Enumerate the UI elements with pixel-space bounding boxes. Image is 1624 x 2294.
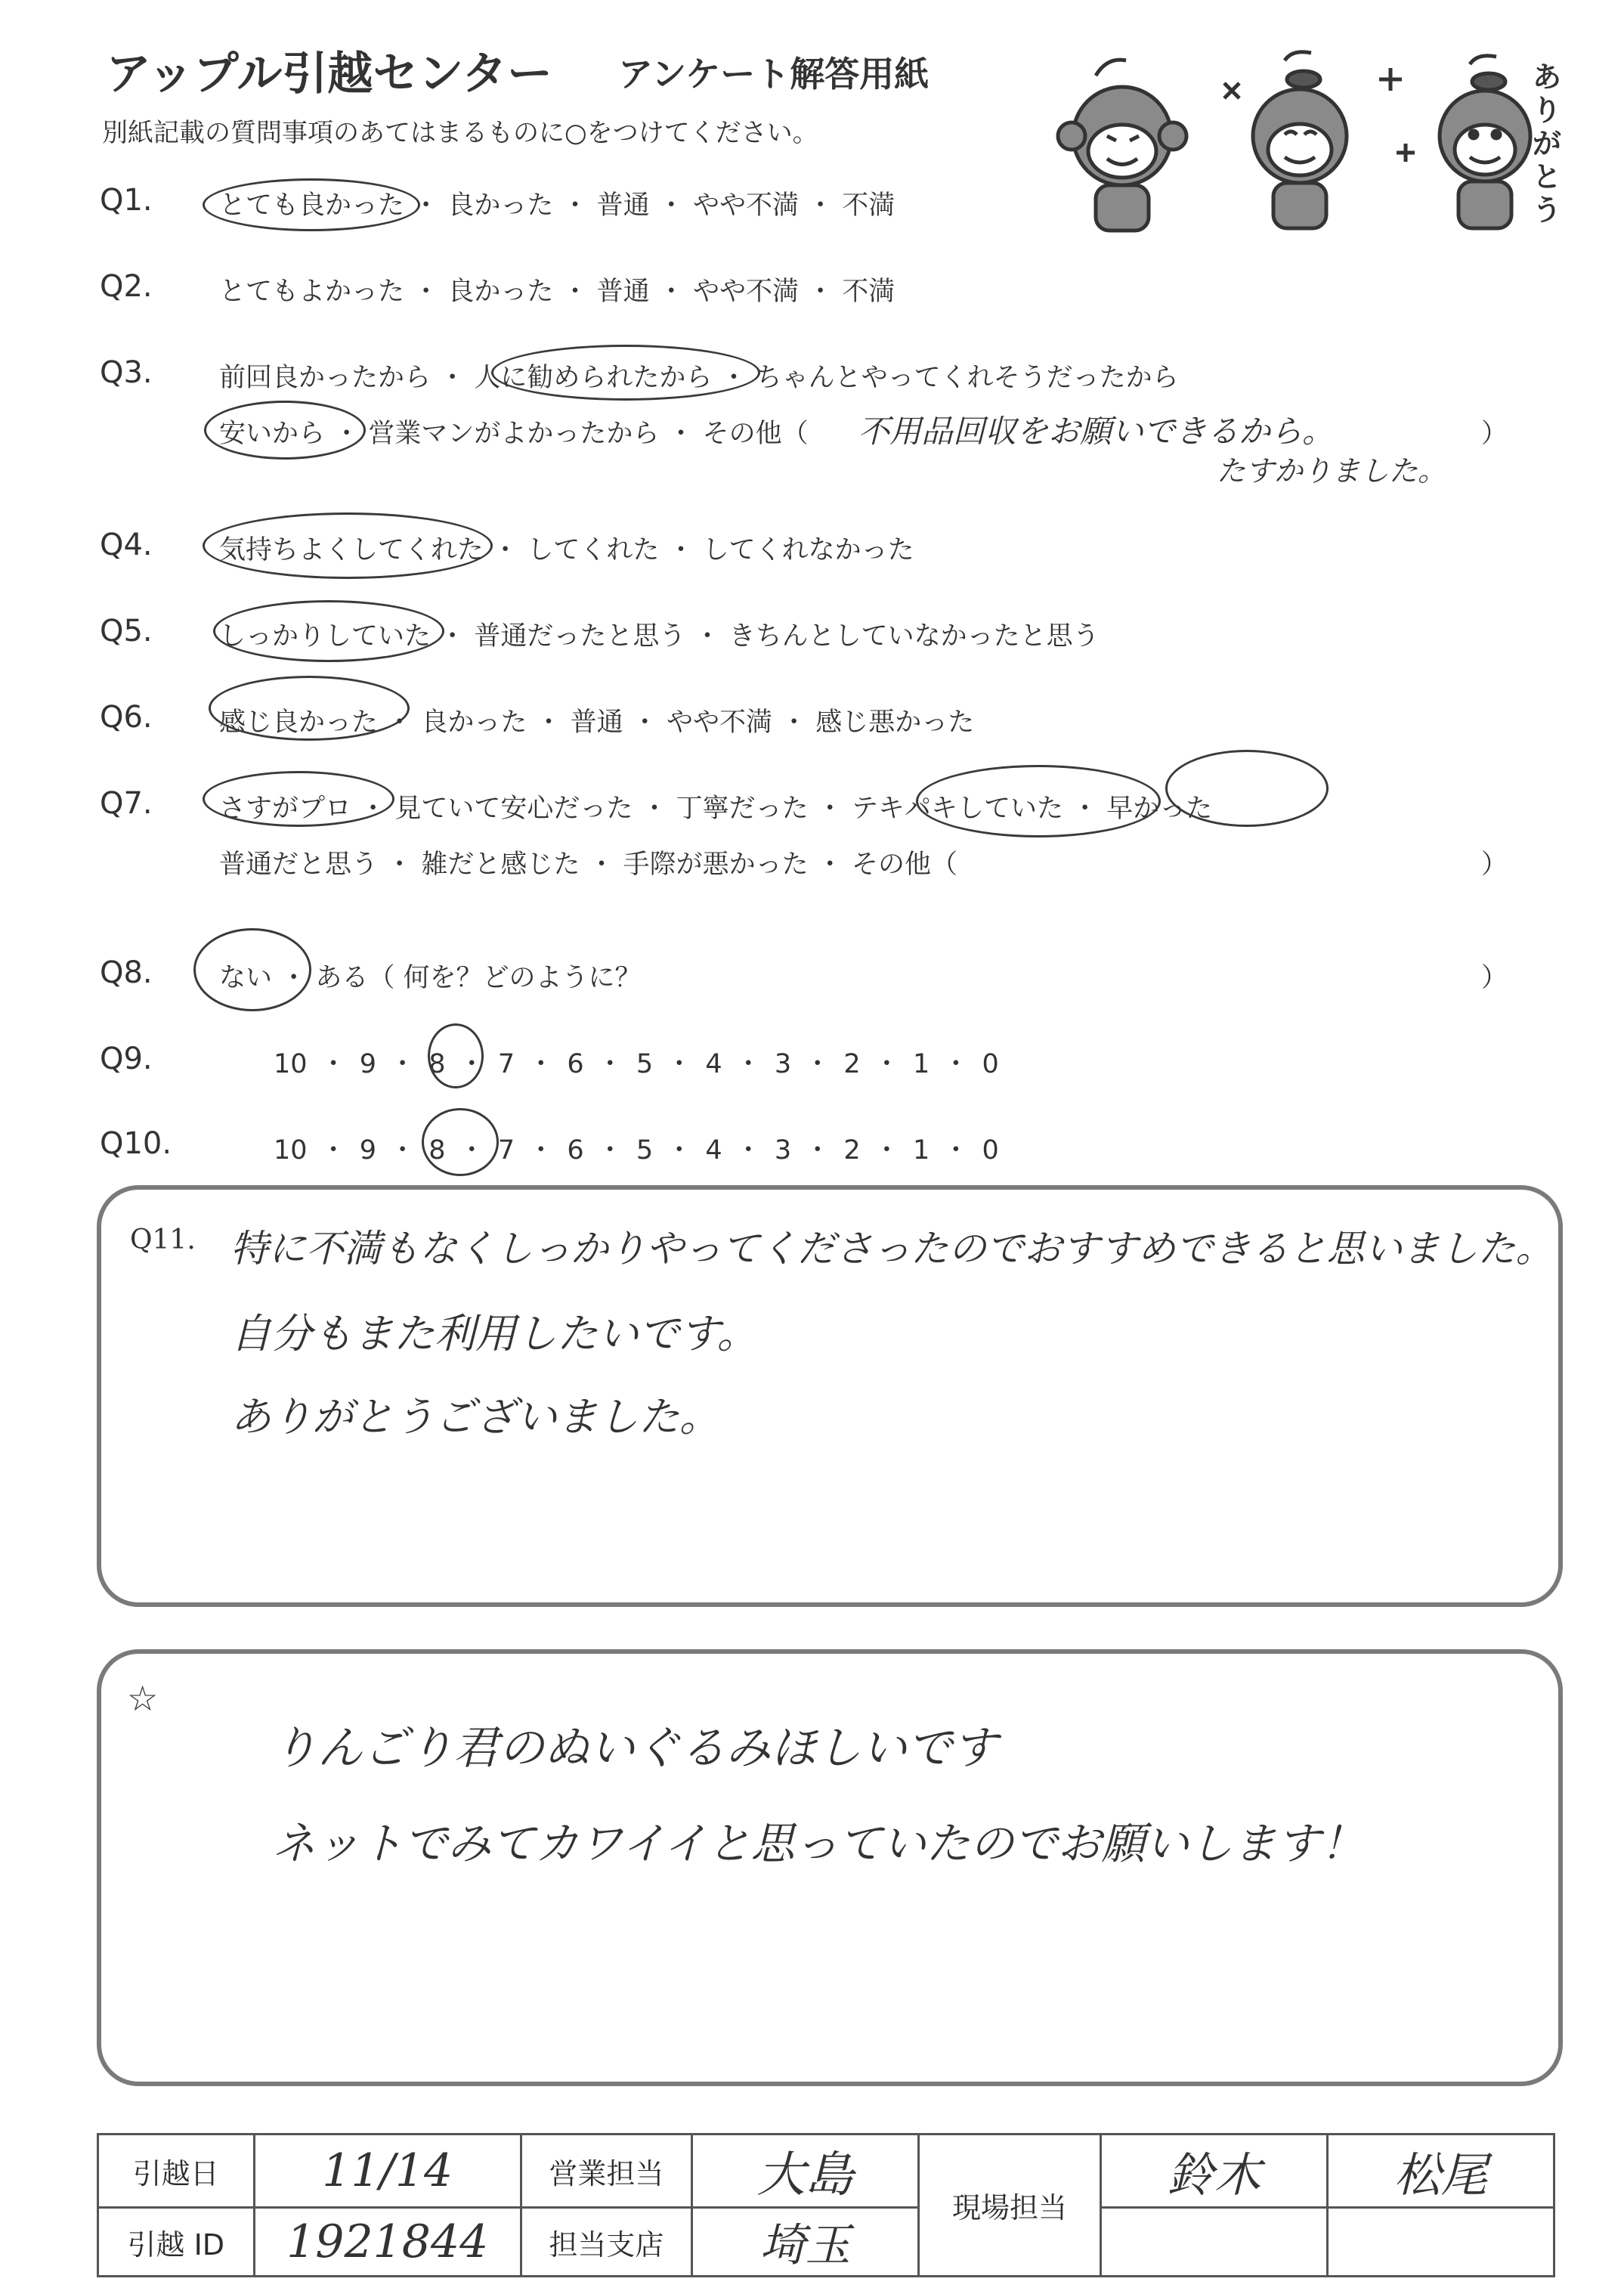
form-title: アンケート解答用紙 xyxy=(618,54,930,94)
branch-label: 担当支店 xyxy=(521,2208,691,2277)
q8-close-paren: ） xyxy=(1481,963,1508,993)
q2-option[interactable]: とてもよかった xyxy=(219,277,405,307)
move-date-label: 引越日 xyxy=(98,2135,255,2208)
q3-other-handwritten-2: たすかりました。 xyxy=(1217,454,1447,488)
star-handwritten-line1: りんごり君のぬいぐるみほしいです xyxy=(272,1722,998,1775)
q3-selection-circle-cheap xyxy=(204,401,366,460)
q6-selection-circle xyxy=(209,676,410,741)
q7-option[interactable]: 手際が悪かった xyxy=(623,850,809,880)
q1-options: とても良かった ・ 良かった ・ 普通 ・ やや不満 ・ 不満 xyxy=(219,190,896,221)
q3-other-close-paren: ） xyxy=(1481,419,1508,449)
sales-value[interactable]: 大島 xyxy=(691,2135,918,2208)
q7-options-line1: さすがプロ ・ 見ていて安心だった ・ 丁寧だった ・ テキパキしていた ・ 早かった xyxy=(219,794,1213,824)
move-id-value[interactable]: 1921844 xyxy=(254,2208,521,2277)
q6-option[interactable]: 感じ悪かった xyxy=(815,707,975,738)
q3-option[interactable]: ちゃんとやってくれそうだったから xyxy=(755,363,1179,393)
q10-scale[interactable]: 10 ・ 9 ・ 8 ・ 7 ・ 6 ・ 5 ・ 4 ・ 3 ・ 2 ・ 1 ・ 0 xyxy=(274,1135,999,1166)
q7-selection-circle-efficient xyxy=(916,765,1161,837)
q10-selection-circle xyxy=(422,1108,499,1176)
q4-selection-circle xyxy=(203,512,493,579)
q7-option[interactable]: 見ていて安心だった xyxy=(394,794,633,824)
q7-label: Q7. xyxy=(100,786,153,821)
sales-label: 営業担当 xyxy=(521,2135,691,2208)
q10-label: Q10. xyxy=(100,1126,172,1161)
q4-option[interactable]: してくれた xyxy=(527,535,660,565)
q3-options-line2: 安いから ・ 営業マンがよかったから ・ その他（ xyxy=(219,419,809,449)
q7-option[interactable]: 雑だと感じた xyxy=(421,850,580,880)
q1-selection-circle xyxy=(203,178,420,231)
q7-option[interactable]: さすがプロ xyxy=(219,794,352,824)
q5-option[interactable]: きちんとしていなかったと思う xyxy=(728,621,1100,652)
q7-options-line2: 普通だと思う ・ 雑だと感じた ・ 手際が悪かった ・ その他（ xyxy=(219,850,957,880)
q5-selection-circle xyxy=(213,600,444,662)
thanks-vertical-text: ありがとう xyxy=(1533,60,1562,227)
q6-label: Q6. xyxy=(100,700,153,735)
info-table xyxy=(97,2133,1555,2277)
q6-option[interactable]: やや不満 xyxy=(666,707,772,738)
q5-option[interactable]: 普通だったと思う xyxy=(474,621,686,652)
site-staff-empty-1[interactable] xyxy=(1100,2208,1327,2277)
q2-option[interactable]: 不満 xyxy=(842,277,896,307)
q3-option[interactable]: 前回良かったから xyxy=(219,363,432,393)
q3-selection-circle-recommended xyxy=(491,345,760,401)
q8-options: ない ・ ある（ 何を？どのように？ xyxy=(219,963,642,993)
q8-selection-circle xyxy=(193,928,311,1011)
q9-scale[interactable]: 10 ・ 9 ・ 8 ・ 7 ・ 6 ・ 5 ・ 4 ・ 3 ・ 2 ・ 1 ・ 0 xyxy=(274,1049,999,1079)
move-date-value[interactable]: 11/14 xyxy=(254,2135,521,2208)
instruction-text: 別紙記載の質問事項のあてはまるものに○をつけてください。 xyxy=(102,118,818,148)
site-staff-1[interactable]: 鈴木 xyxy=(1100,2135,1327,2208)
q7-option[interactable]: テキパキしていた xyxy=(851,794,1063,824)
move-id-label: 引越 ID xyxy=(98,2208,255,2277)
q5-options: しっかりしていた ・ 普通だったと思う ・ きちんとしていなかったと思う xyxy=(219,621,1100,652)
q5-label: Q5. xyxy=(100,614,153,649)
q7-option[interactable]: 早かった xyxy=(1106,794,1213,824)
q8-label: Q8. xyxy=(100,955,153,990)
q7-selection-circle-fast xyxy=(1165,750,1329,827)
q7-option-other[interactable]: その他（ xyxy=(851,850,957,880)
star-icon: ☆ xyxy=(127,1678,159,1719)
q1-option[interactable]: 普通 xyxy=(596,190,650,221)
q3-other-handwritten-1: 不用品回収をお願いできるから。 xyxy=(858,413,1335,450)
company-name: アップル引越センター xyxy=(106,48,552,101)
q4-option[interactable]: してくれなかった xyxy=(702,535,914,565)
star-handwritten-line2: ネットでみてカワイイと思っていたのでお願いします！ xyxy=(272,1818,1365,1869)
q11-handwritten-line3: ありがとうございました。 xyxy=(230,1393,720,1441)
q1-option[interactable]: とても良かった xyxy=(219,190,405,221)
q6-option[interactable]: 感じ良かった xyxy=(219,707,379,738)
q1-option[interactable]: 不満 xyxy=(842,190,896,221)
q6-options: 感じ良かった ・ 良かった ・ 普通 ・ やや不満 ・ 感じ悪かった xyxy=(219,707,975,738)
q11-handwritten-line1: 特に不満もなくしっかりやってくださったのでおすすめできると思いました。 xyxy=(230,1227,1554,1271)
q2-options: とてもよかった ・ 良かった ・ 普通 ・ やや不満 ・ 不満 xyxy=(219,277,896,307)
q1-option[interactable]: やや不満 xyxy=(692,190,799,221)
q8-option[interactable]: ない xyxy=(219,963,273,993)
site-label: 現場担当 xyxy=(919,2135,1101,2277)
q1-option[interactable]: 良かった xyxy=(447,190,554,221)
q4-label: Q4. xyxy=(100,528,153,562)
q5-option[interactable]: しっかりしていた xyxy=(219,621,432,652)
q2-option[interactable]: やや不満 xyxy=(692,277,799,307)
q9-selection-circle xyxy=(428,1023,484,1088)
q4-option[interactable]: 気持ちよくしてくれた xyxy=(219,535,484,565)
q8-option[interactable]: ある（ xyxy=(315,963,395,993)
q1-label: Q1. xyxy=(100,183,153,218)
q2-label: Q2. xyxy=(100,269,153,304)
q7-option[interactable]: 丁寧だった xyxy=(676,794,809,824)
q2-option[interactable]: 良かった xyxy=(447,277,554,307)
q9-label: Q9. xyxy=(100,1042,153,1076)
q2-option[interactable]: 普通 xyxy=(596,277,650,307)
q3-option[interactable]: 営業マンがよかったから xyxy=(368,419,660,449)
site-staff-empty-2[interactable] xyxy=(1327,2208,1554,2277)
q7-option[interactable]: 普通だと思う xyxy=(219,850,379,880)
q6-option[interactable]: 良かった xyxy=(421,707,527,738)
q7-other-close-paren: ） xyxy=(1481,850,1508,880)
q4-options: 気持ちよくしてくれた ・ してくれた ・ してくれなかった xyxy=(219,535,914,565)
mascot-monkeys-illustration xyxy=(1035,45,1579,249)
q3-option[interactable]: 人に勧められたから xyxy=(474,363,713,393)
q11-label: Q11. xyxy=(130,1224,196,1255)
q6-option[interactable]: 普通 xyxy=(570,707,623,738)
q7-selection-circle-pro xyxy=(203,771,394,827)
q3-option-other[interactable]: その他（ xyxy=(702,419,809,449)
q11-handwritten-line2: 自分もまた利用したいです。 xyxy=(230,1310,758,1358)
branch-value[interactable]: 埼玉 xyxy=(691,2208,918,2277)
site-staff-2[interactable]: 松尾 xyxy=(1327,2135,1554,2208)
q3-options-line1: 前回良かったから ・ 人に勧められたから ・ ちゃんとやってくれそうだったから xyxy=(219,363,1179,393)
q3-label: Q3. xyxy=(100,355,153,390)
q3-option[interactable]: 安いから xyxy=(219,419,326,449)
